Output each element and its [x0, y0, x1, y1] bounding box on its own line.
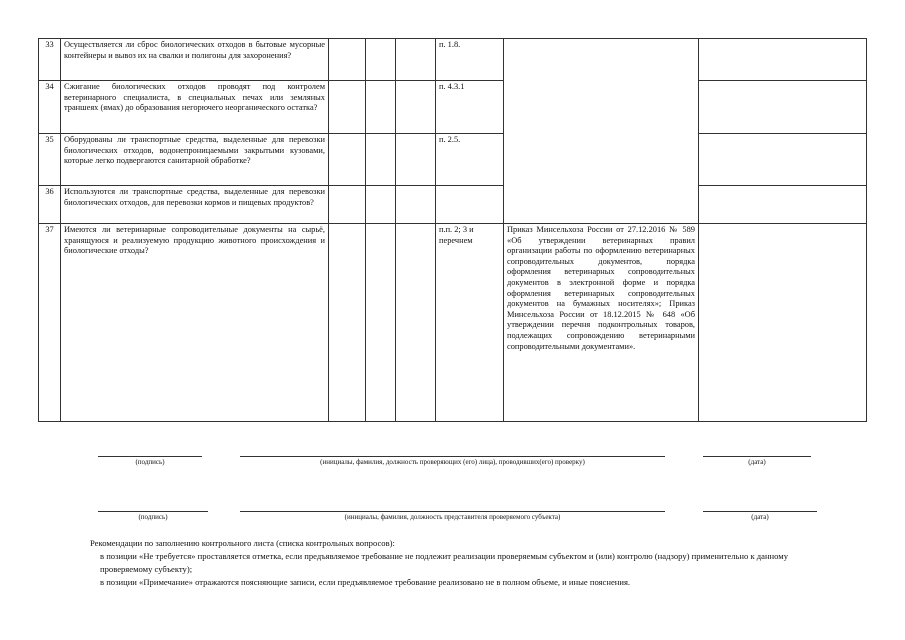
table-row: [39, 224, 867, 422]
mark-cell-no: [366, 186, 396, 224]
normative-document: Приказ Минсельхоза России от 27.12.2016 № 589 «Об утверждении ветеринарных правил организации работы по оформлению ветеринарных сопроводительных документов, порядка оформления ветеринарных сопроводительных документов в электронной форме и порядка оформления ветеринарных сопроводительных документов на бумажных носителях»; Приказ Минсельхоза России от 18.12.2015 № 648 «Об утверждении перечня подконтрольных товаров, подлежащих сопровождению ветеринарными сопроводительными документами».: [504, 224, 699, 422]
recommendations-heading: Рекомендации по заполнению контрольного листа (списка контрольных вопросов):: [90, 538, 395, 548]
table-row: [39, 39, 867, 81]
mark-cell-yes: [329, 186, 366, 224]
inspector-name-caption: (инициалы, фамилия, должность проверяющих (его) лица), проводивших(его) проверку): [320, 458, 585, 466]
mark-cell-no: [366, 134, 396, 186]
mark-cell-not-required: [396, 224, 436, 422]
representative-name-caption: (инициалы, фамилия, должность представителя проверяемого субъекта): [344, 513, 561, 521]
row-number: 36: [39, 186, 61, 224]
date-caption: (дата): [751, 513, 769, 521]
requirement-ref: п. 2.5.: [436, 134, 504, 186]
question-text: Имеются ли ветеринарные сопроводительные документы на сырьё, хранящуюся и реализуемую продукцию животного происхождения и биологические отходы?: [61, 224, 329, 422]
question-text: Оборудованы ли транспортные средства, выделенные для перевозки биологических отходов, водонепроницаемыми закрытыми кузовами, которые легко подвергаются санитарной обработке?: [61, 134, 329, 186]
note-cell: [699, 134, 867, 186]
inspector-name-field: [240, 456, 665, 466]
date-field: [703, 511, 817, 521]
table-row: [39, 81, 867, 134]
mark-cell-yes: [329, 81, 366, 134]
date-caption: (дата): [748, 458, 766, 466]
question-text: Используются ли транспортные средства, выделенные для перевозки биологических отходов, для перевозки кормов и пищевых продуктов?: [61, 186, 329, 224]
filling-recommendations: [90, 537, 810, 589]
subject-representative-field: [240, 511, 665, 521]
mark-cell-not-required: [396, 186, 436, 224]
signature-field: [98, 511, 208, 521]
note-cell: [699, 186, 867, 224]
signature-field: [98, 456, 202, 466]
row-number: 37: [39, 224, 61, 422]
mark-cell-not-required: [396, 134, 436, 186]
mark-cell-no: [366, 224, 396, 422]
mark-cell-no: [366, 39, 396, 81]
requirement-ref: п. 1.8.: [436, 39, 504, 81]
mark-cell-yes: [329, 134, 366, 186]
normative-document: [504, 39, 699, 224]
row-number: 35: [39, 134, 61, 186]
checklist-table: [38, 38, 867, 422]
note-cell: [699, 81, 867, 134]
signature-caption: (подпись): [135, 458, 165, 466]
requirement-ref: п. 4.3.1: [436, 81, 504, 134]
signature-caption: (подпись): [138, 513, 168, 521]
requirement-ref: п.п. 2; 3 и перечнем: [436, 224, 504, 422]
recommendation-not-required: в позиции «Не требуется» проставляется отметка, если предъявляемое требование не подлежит реализации проверяемым субъектом и (или) контролю (надзору) применительно к данному проверяемому субъекту);: [100, 551, 789, 574]
requirement-ref: [436, 186, 504, 224]
mark-cell-not-required: [396, 81, 436, 134]
row-number: 34: [39, 81, 61, 134]
mark-cell-no: [366, 81, 396, 134]
mark-cell-yes: [329, 39, 366, 81]
question-text: Сжигание биологических отходов проводят под контролем ветеринарного специалиста, в специальных печах или земляных траншеях (ямах) до образования негорючего неорганического остатка?: [61, 81, 329, 134]
recommendation-note: в позиции «Примечание» отражаются поясняющие записи, если предъявляемое требование реализовано не в полном объеме, и иные пояснения.: [100, 577, 631, 587]
mark-cell-not-required: [396, 39, 436, 81]
table-row: [39, 134, 867, 186]
mark-cell-yes: [329, 224, 366, 422]
table-row: [39, 186, 867, 224]
row-number: 33: [39, 39, 61, 81]
question-text: Осуществляется ли сброс биологических отходов в бытовые мусорные контейнеры и вывоз их на свалки и полигоны для захоронения?: [61, 39, 329, 81]
date-field: [703, 456, 811, 466]
note-cell: [699, 39, 867, 81]
note-cell: [699, 224, 867, 422]
